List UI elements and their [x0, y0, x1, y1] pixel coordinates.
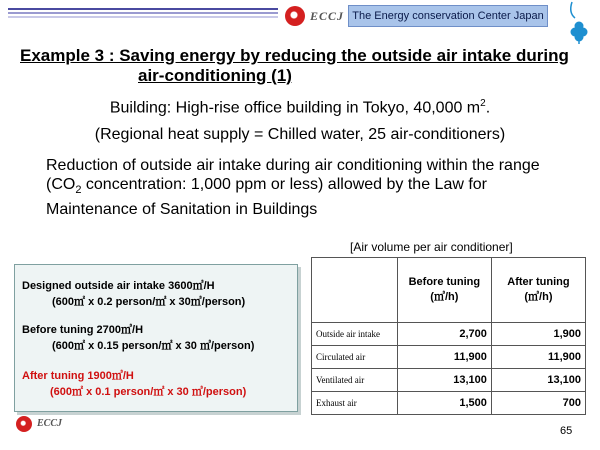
- row-before-value: 13,100: [397, 369, 491, 392]
- table-row: [312, 346, 586, 369]
- building-description: [0, 98, 600, 117]
- organization-name: The Energy conservation Center Japan: [348, 5, 548, 27]
- title-line-2: air-conditioning (1): [138, 66, 292, 85]
- building-suffix: .: [485, 99, 491, 117]
- outside-air-intake-box: [14, 264, 298, 412]
- after-tuning-title: After tuning 1900㎥/H: [22, 370, 134, 382]
- footer-logo-text: ECCJ: [37, 418, 63, 429]
- page-number: 65: [560, 425, 573, 437]
- paragraph-sub: 2: [75, 184, 82, 197]
- table-row: [312, 323, 586, 346]
- row-label: Exhaust air: [312, 392, 398, 415]
- eccj-logo-icon: [285, 6, 305, 26]
- after-tuning-detail: (600㎡ x 0.1 person/㎡ x 30 ㎥/person): [50, 386, 247, 398]
- row-before-value: 2,700: [397, 323, 491, 346]
- building-sup: 2: [480, 98, 486, 109]
- table-caption: [Air volume per air conditioner]: [350, 240, 513, 254]
- row-after-value: 1,900: [491, 323, 585, 346]
- row-before-value: 1,500: [397, 392, 491, 415]
- title-line-1: Example 3 : Saving energy by reducing the outside air intake during: [20, 46, 569, 65]
- before-tuning-detail: (600㎡ x 0.15 person/㎡ x 30 ㎥/person): [52, 340, 255, 352]
- row-after-value: 13,100: [491, 369, 585, 392]
- regional-heat-supply: (Regional heat supply = Chilled water, 25 air-conditioners): [94, 126, 506, 143]
- row-label: Outside air intake: [312, 323, 398, 346]
- row-before-value: 11,900: [397, 346, 491, 369]
- building-text: Building: High-rise office building in Tokyo, 40,000 m: [109, 99, 481, 117]
- row-after-value: 700: [491, 392, 585, 415]
- paragraph-part-1: Reduction of outside air intake during air conditioning within the range (CO: [46, 157, 540, 193]
- table-header-row: [312, 258, 586, 323]
- header-rule-lines: [8, 8, 278, 22]
- table-row: [312, 369, 586, 392]
- slide-title: [20, 46, 580, 86]
- row-label: Ventilated air: [312, 369, 398, 392]
- table-row: [312, 392, 586, 415]
- before-tuning-title: Before tuning 2700㎥/H: [22, 324, 144, 336]
- table-header-empty: [312, 258, 398, 323]
- header-after-tuning: After tuning (㎥/h): [491, 258, 585, 323]
- paragraph-part-2: concentration: 1,000 ppm or less) allowed by the Law for Maintenance of Sanitation in Buildings: [46, 176, 488, 219]
- header-logo-text: ECCJ: [310, 9, 345, 23]
- clover-logo-icon: [566, 0, 592, 46]
- designed-intake-detail: (600㎡ x 0.2 person/㎡ x 30㎥/person): [52, 296, 246, 308]
- header-before-tuning: Before tuning (㎥/h): [397, 258, 491, 323]
- row-label: Circulated air: [312, 346, 398, 369]
- row-after-value: 11,900: [491, 346, 585, 369]
- footer-logo-icon: [16, 416, 32, 432]
- reduction-paragraph: [46, 156, 566, 219]
- air-volume-table: [311, 257, 586, 415]
- designed-intake-title: Designed outside air intake 3600㎥/H: [22, 280, 215, 292]
